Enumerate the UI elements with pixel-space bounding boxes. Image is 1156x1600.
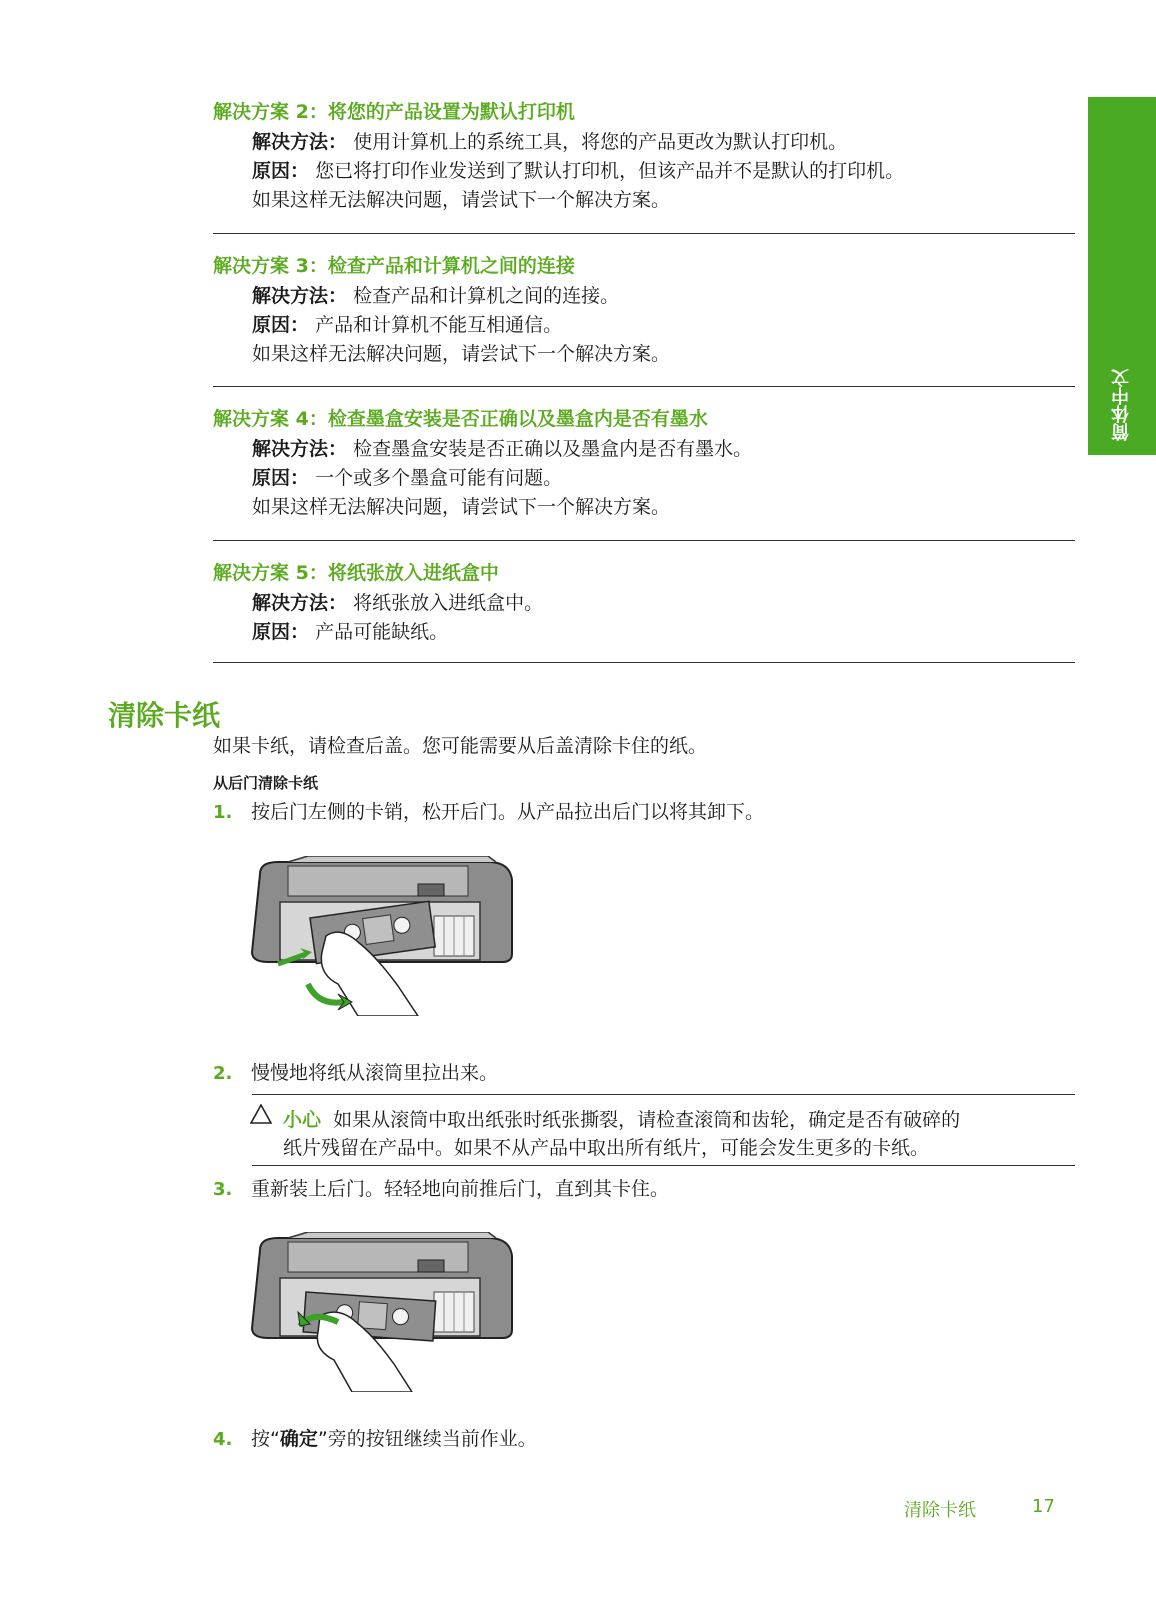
solution-3-next: 如果这样无法解决问题，请尝试下一个解决方案。 [252,343,671,365]
solution-3-cause [252,310,562,337]
step-number: 3. [213,1179,233,1200]
footer-section-name: 清除卡纸 [904,1500,976,1521]
solution-2-method [252,127,847,154]
solution-2-heading: 解决方案 2：将您的产品设置为默认打印机 [213,101,575,123]
method-label: 解决方法： [252,131,348,153]
method-label: 解决方法： [252,438,348,460]
method-text: 检查产品和计算机之间的连接。 [353,285,620,307]
rear-door-removal-illustration [248,856,518,1016]
section-title: 清除卡纸 [108,699,221,732]
step-text-after: ”旁的按钮继续当前作业。 [317,1428,537,1450]
divider [213,662,1075,663]
cause-label: 原因： [252,467,310,489]
method-text: 使用计算机上的系统工具，将您的产品更改为默认打印机。 [353,131,848,153]
step-number: 1. [213,802,233,823]
method-text: 检查墨盒安装是否正确以及墨盒内是否有墨水。 [353,438,753,460]
step-number: 2. [213,1063,233,1084]
solution-4-cause [252,463,562,490]
step-2 [213,1058,498,1085]
cause-text: 一个或多个墨盒可能有问题。 [315,467,563,489]
caution-label: 小心 [283,1109,322,1131]
solution-5-method [252,588,543,615]
step-4 [213,1424,537,1451]
cause-text: 您已将打印作业发送到了默认打印机，但该产品并不是默认的打印机。 [315,160,905,182]
method-text: 将纸张放入进纸盒中。 [353,592,544,614]
step-1 [213,797,764,824]
caution-text: 如果从滚筒中取出纸张时纸张撕裂，请检查滚筒和齿轮，确定是否有破碎的 [333,1109,961,1131]
procedure-subheading: 从后门清除卡纸 [213,774,319,792]
solution-5-heading: 解决方案 5：将纸张放入进纸盒中 [213,562,499,584]
cause-label: 原因： [252,314,310,336]
solution-2-cause [252,156,904,183]
solution-4-next: 如果这样无法解决问题，请尝试下一个解决方案。 [252,496,671,518]
step-text: 重新装上后门。轻轻地向前推后门，直到其卡住。 [251,1178,670,1200]
caution-bottom-rule [252,1165,1075,1166]
language-tab-label: 简体中文 [1111,369,1132,441]
divider [213,540,1075,541]
solution-3-heading: 解决方案 3：检查产品和计算机之间的连接 [213,255,575,277]
step-text: 慢慢地将纸从滚筒里拉出来。 [251,1062,499,1084]
cause-label: 原因： [252,160,310,182]
step-3 [213,1174,669,1201]
cause-text: 产品和计算机不能互相通信。 [315,314,563,336]
step-text: 按后门左侧的卡销，松开后门。从产品拉出后门以将其卸下。 [251,801,765,823]
language-tab [1088,97,1156,455]
solution-3-method [252,281,619,308]
rear-door-reinstall-illustration [248,1232,518,1392]
caution-top-rule [252,1094,1075,1095]
section-intro: 如果卡纸，请检查后盖。您可能需要从后盖清除卡住的纸。 [213,735,708,757]
caution-line-2: 纸片残留在产品中。如果不从产品中取出所有纸片，可能会发生更多的卡纸。 [283,1137,930,1159]
solution-2-next: 如果这样无法解决问题，请尝试下一个解决方案。 [252,189,671,211]
page-number: 17 [1032,1496,1055,1517]
divider [213,386,1075,387]
solution-4-heading: 解决方案 4：检查墨盒安装是否正确以及墨盒内是否有墨水 [213,408,708,430]
solution-4-method [252,434,752,461]
method-label: 解决方法： [252,285,348,307]
step-number: 4. [213,1429,233,1450]
ok-button-label: 确定 [279,1428,318,1450]
cause-text: 产品可能缺纸。 [315,621,449,643]
caution-line-1 [283,1105,960,1132]
solution-5-cause [252,617,448,644]
caution-triangle-icon [250,1104,272,1124]
method-label: 解决方法： [252,592,348,614]
step-text-before: 按“ [251,1428,280,1450]
cause-label: 原因： [252,621,310,643]
divider [213,233,1075,234]
